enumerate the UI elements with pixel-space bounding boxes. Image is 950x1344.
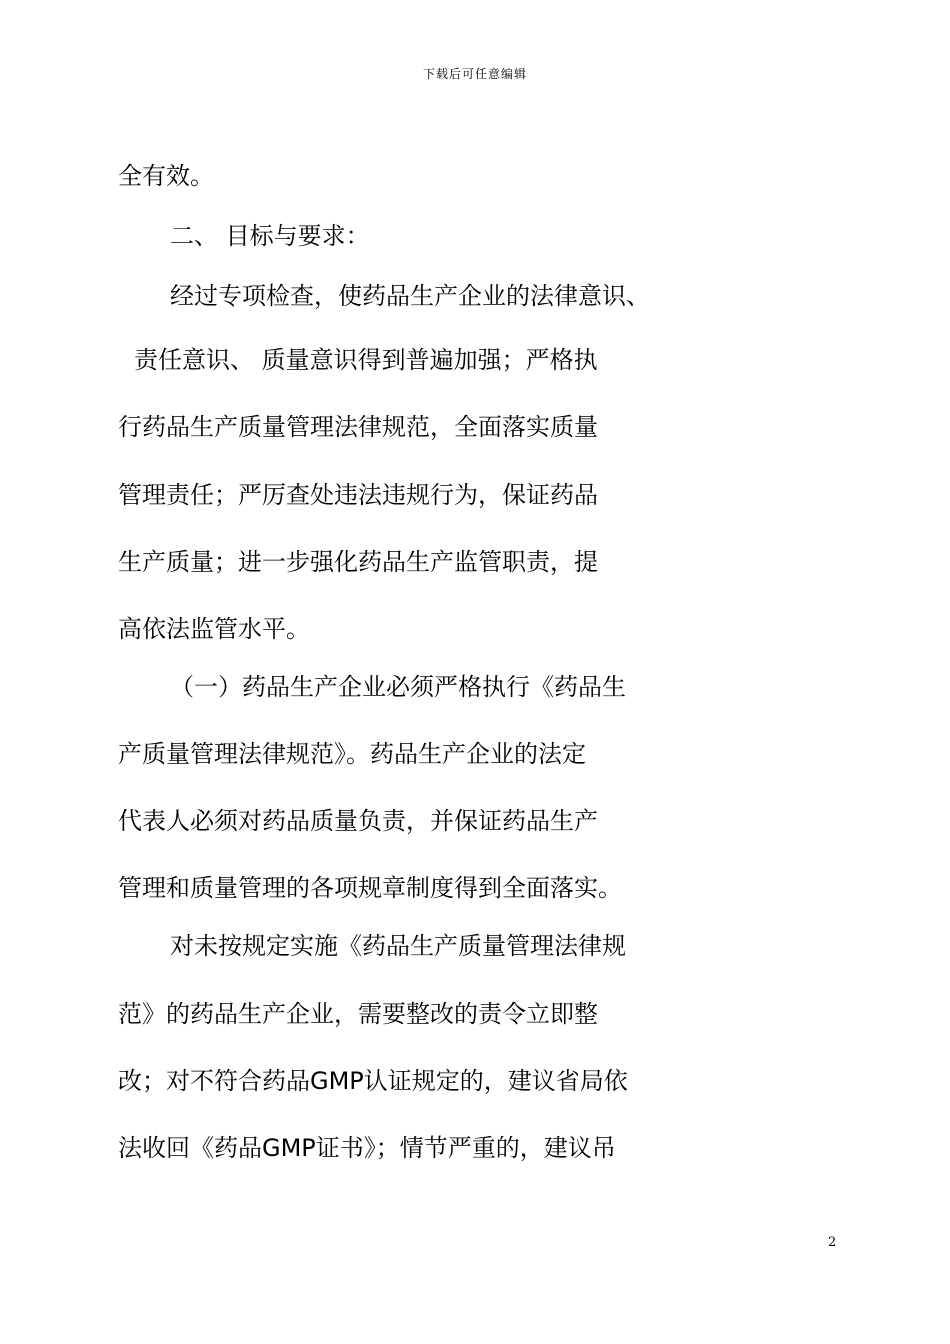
section-heading: 二、 目标与要求： <box>170 222 370 250</box>
body-line-5: 行药品生产质量管理法律规范，全面落实质量 <box>118 413 598 441</box>
body-line-12: 管理和质量管理的各项规章制度得到全面落实。 <box>118 874 622 902</box>
body-line-8: 高依法监管水平。 <box>118 615 310 643</box>
body-line-11: 代表人必须对药品质量负责，并保证药品生产 <box>118 807 598 835</box>
page-number: 2 <box>828 1235 837 1250</box>
subsection-heading: （一）药品生产企业必须严格执行《药品生 <box>170 673 626 701</box>
body-line-1: 全有效。 <box>118 162 214 190</box>
body-line-14: 范》的药品生产企业，需要整改的责令立即整 <box>118 1000 598 1028</box>
body-line-16: 法收回《药品GMP证书》；情节严重的，建议吊 <box>118 1134 616 1162</box>
page-header: 下载后可任意编辑 <box>422 67 527 81</box>
body-line-3: 经过专项检查，使药品生产企业的法律意识、 <box>170 282 650 310</box>
body-line-6: 管理责任；严厉查处违法违规行为，保证药品 <box>118 481 598 509</box>
body-line-15: 改；对不符合药品GMP认证规定的，建议省局依 <box>118 1067 628 1095</box>
body-line-13: 对未按规定实施《药品生产质量管理法律规 <box>170 932 626 960</box>
body-line-4: 责任意识、 质量意识得到普遍加强；严格执 <box>134 346 598 374</box>
body-line-10: 产质量管理法律规范》。药品生产企业的法定 <box>118 740 586 768</box>
body-line-7: 生产质量；进一步强化药品生产监管职责，提 <box>118 548 598 576</box>
